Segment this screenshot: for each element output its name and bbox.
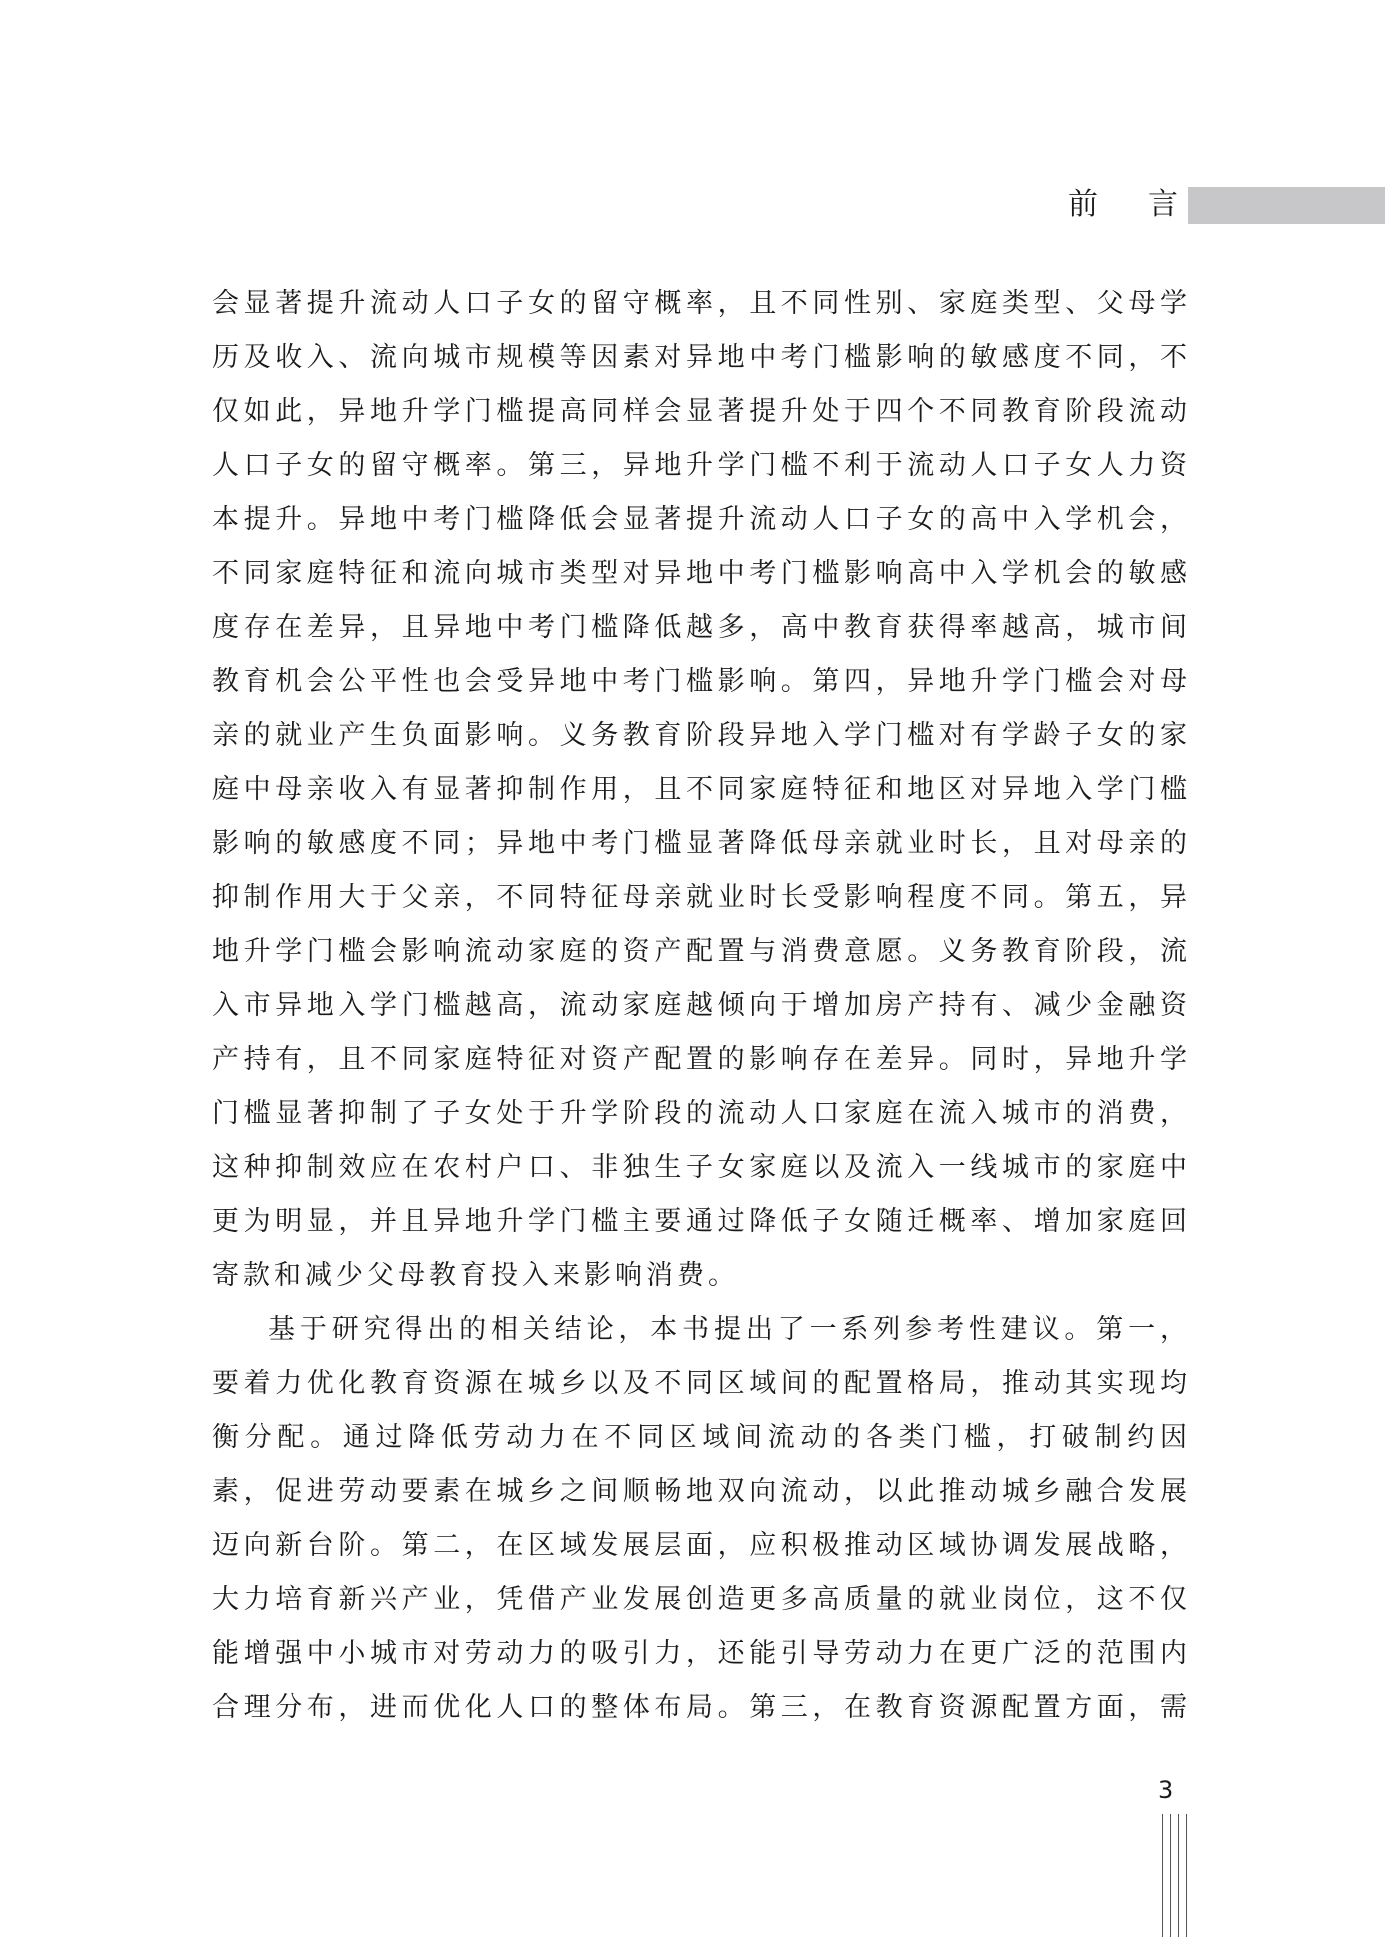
text-line: 仅如此，异地升学门槛提高同样会显著提升处于四个不同教育阶段流动 [212, 396, 1187, 427]
paragraph [212, 277, 1187, 1303]
text-line: 人口子女的留守概率。第三，异地升学门槛不利于流动人口子女人力资 [212, 450, 1187, 481]
page-edge-lines [1158, 1814, 1188, 1937]
text-line: 亲的就业产生负面影响。义务教育阶段异地入学门槛对有学龄子女的家 [212, 720, 1187, 751]
text-line: 影响的敏感度不同；异地中考门槛显著降低母亲就业时长，且对母亲的 [212, 828, 1187, 859]
text-line: 要着力优化教育资源在城乡以及不同区域间的配置格局，推动其实现均 [212, 1368, 1187, 1399]
page-edge-line [1170, 1814, 1171, 1937]
page-edge-line [1178, 1814, 1179, 1937]
text-line: 庭中母亲收入有显著抑制作用，且不同家庭特征和地区对异地入学门槛 [212, 774, 1187, 805]
text-line: 抑制作用大于父亲，不同特征母亲就业时长受影响程度不同。第五，异 [212, 882, 1187, 913]
text-line: 素，促进劳动要素在城乡之间顺畅地双向流动，以此推动城乡融合发展 [212, 1476, 1187, 1507]
text-line: 大力培育新兴产业，凭借产业发展创造更多高质量的就业岗位，这不仅 [212, 1584, 1187, 1615]
text-line: 能增强中小城市对劳动力的吸引力，还能引导劳动力在更广泛的范围内 [212, 1638, 1187, 1669]
text-line: 不同家庭特征和流向城市类型对异地中考门槛影响高中入学机会的敏感 [212, 558, 1187, 589]
page-number: 3 [1158, 1776, 1174, 1804]
text-line: 教育机会公平性也会受异地中考门槛影响。第四，异地升学门槛会对母 [212, 666, 1187, 697]
text-line: 度存在差异，且异地中考门槛降低越多，高中教育获得率越高，城市间 [212, 612, 1187, 643]
running-header-title [1068, 183, 1178, 227]
text-line: 入市异地入学门槛越高，流动家庭越倾向于增加房产持有、减少金融资 [212, 990, 1187, 1021]
text-line: 衡分配。通过降低劳动力在不同区域间流动的各类门槛，打破制约因 [212, 1422, 1187, 1453]
text-line: 基于研究得出的相关结论，本书提出了一系列参考性建议。第一， [268, 1314, 1187, 1345]
text-line: 产持有，且不同家庭特征对资产配置的影响存在差异。同时，异地升学 [212, 1044, 1187, 1075]
running-header-char: 言 [1148, 187, 1178, 222]
text-line: 这种抑制效应在农村户口、非独生子女家庭以及流入一线城市的家庭中 [212, 1152, 1187, 1183]
body-text [212, 277, 1187, 1735]
header-tab-bar [1188, 187, 1385, 224]
text-line: 合理分布，进而优化人口的整体布局。第三，在教育资源配置方面，需 [212, 1692, 1187, 1723]
text-line: 会显著提升流动人口子女的留守概率，且不同性别、家庭类型、父母学 [212, 288, 1187, 319]
running-header-char: 前 [1068, 187, 1098, 222]
text-line: 迈向新台阶。第二，在区域发展层面，应积极推动区域协调发展战略， [212, 1530, 1187, 1561]
text-line: 地升学门槛会影响流动家庭的资产配置与消费意愿。义务教育阶段，流 [212, 936, 1187, 967]
page-edge-line [1162, 1814, 1163, 1937]
page-edge-line [1186, 1814, 1187, 1937]
text-line: 寄款和减少父母教育投入来影响消费。 [212, 1260, 739, 1291]
text-line: 门槛显著抑制了子女处于升学阶段的流动人口家庭在流入城市的消费， [212, 1098, 1187, 1129]
text-line: 本提升。异地中考门槛降低会显著提升流动人口子女的高中入学机会， [212, 504, 1187, 535]
paragraph [212, 1303, 1187, 1735]
text-line: 历及收入、流向城市规模等因素对异地中考门槛影响的敏感度不同，不 [212, 342, 1187, 373]
text-line: 更为明显，并且异地升学门槛主要通过降低子女随迁概率、增加家庭回 [212, 1206, 1187, 1237]
